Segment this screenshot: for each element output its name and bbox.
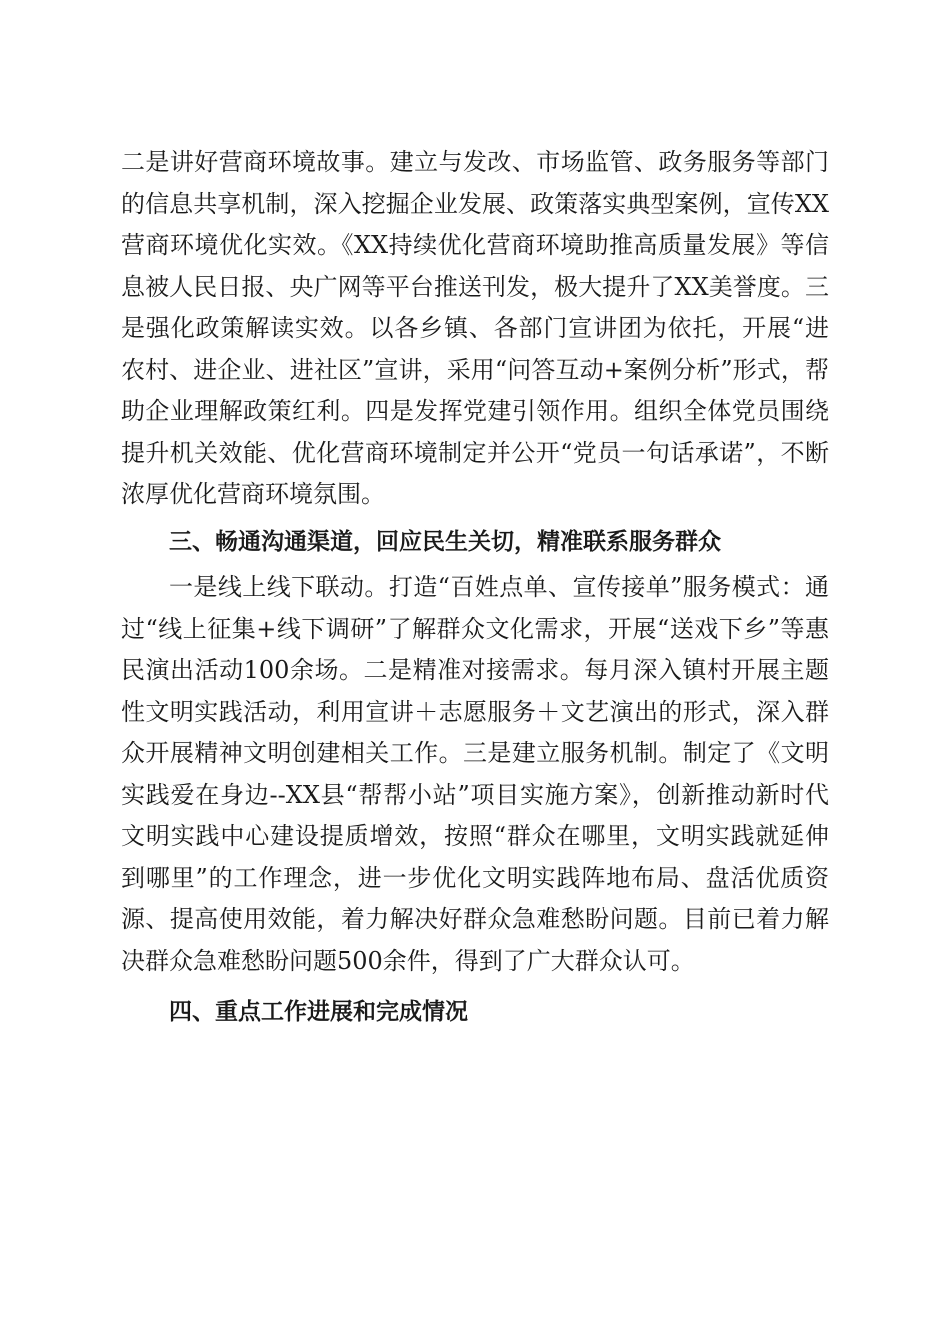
paragraph-business-environment: 二是讲好营商环境故事。建立与发改、市场监管、政务服务等部门的信息共享机制，深入挖掘企业发展、政策落实典型案例，宣传XX营商环境优化实效。《XX持续优化营商环境助推高质量发展》等信息被人民日报、央广网等平台推送刊发，极大提升了XX美誉度。三是强化政策解读实效。以各乡镇、各部门宣讲团为依托，开展“进农村、进企业、进社区”宣讲，采用“问答互动+案例分析”形式，帮助企业理解政策红利。四是发挥党建引领作用。组织全体党员围绕提升机关效能、优化营商环境制定并公开“党员一句话承诺”，不断浓厚优化营商环境氛围。 [121, 148, 829, 508]
section-heading-four: 四、重点工作进展和完成情况 [169, 999, 468, 1025]
document-body [121, 142, 829, 1034]
paragraph-serve-masses: 一是线上线下联动。打造“百姓点单、宣传接单”服务模式：通过“线上征集+线下调研”了解群众文化需求，开展“送戏下乡”等惠民演出活动100余场。二是精准对接需求。每月深入镇村开展主题性文明实践活动，利用宣讲＋志愿服务＋文艺演出的形式，深入群众开展精神文明创建相关工作。三是建立服务机制。制定了《文明实践爱在身边--XX县“帮帮小站”项目实施方案》，创新推动新时代文明实践中心建设提质增效，按照“群众在哪里，文明实践就延伸到哪里”的工作理念，进一步优化文明实践阵地布局、盘活优质资源、提高使用效能，着力解决好群众急难愁盼问题。目前已着力解决群众急难愁盼问题500余件，得到了广大群众认可。 [121, 573, 829, 975]
section-heading-three: 三、畅通沟通渠道，回应民生关切，精准联系服务群众 [169, 528, 721, 555]
